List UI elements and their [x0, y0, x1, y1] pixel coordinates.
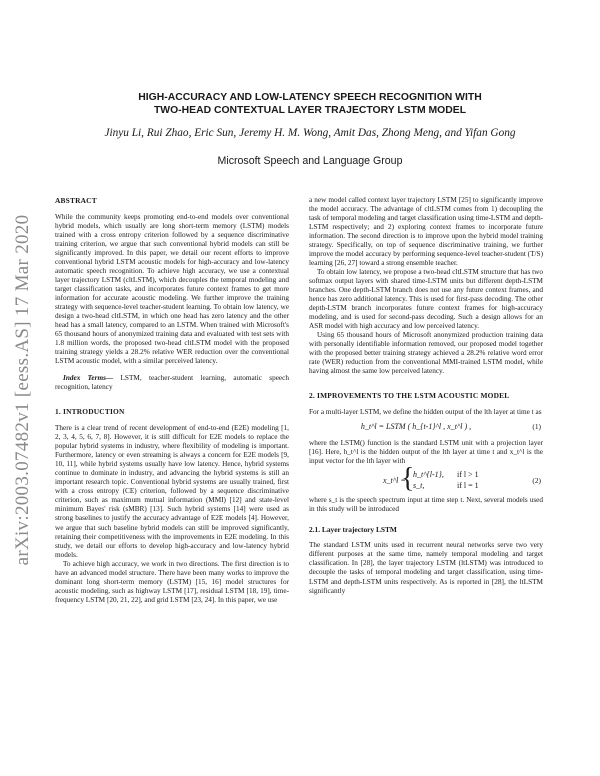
equation-2-case-1: h_t^{l-1}, — [413, 470, 444, 480]
equation-2 — [309, 463, 543, 496]
index-terms-label: Index Terms— — [63, 374, 114, 383]
equation-2-condition-1: if l > 1 — [457, 470, 479, 480]
equation-2-lhs: x_t^l = — [383, 476, 406, 486]
abstract-text: While the community keeps promoting end-to-end models over conventional hybrid models, which usually are long short-term memory (LSTM) models trained with a cross entropy criterion followed by a sequence discriminative training criterion, we argue that such conventional hybrid models can still be significantly improved. In this paper, we detail our recent efforts to improve conventional hybrid LSTM acoustic models for high-accuracy and low-latency automatic speech recognition. To achieve high accuracy, we use a contextual layer trajectory LSTM (cltLSTM), which decouples the temporal modeling and target classification tasks, and incorporates future context frames to get more information for accurate acoustic modeling. We further improve the training strategy with sequence-level teacher-student learning. To obtain low latency, we design a two-head cltLSTM, in which one head has zero latency and the other head has a small latency, compared to an LSTM. When trained with Microsoft's 65 thousand hours of anonymized training data and evaluated with test sets with 1.8 million words, the proposed two-head cltLSTM model with the proposed training strategy yields a 28.2% relative WER reduction over the conventional LSTM acoustic model, with a similar perceived latency. — [55, 213, 289, 366]
section-2-heading: 2. IMPROVEMENTS TO THE LSTM ACOUSTIC MODEL — [309, 391, 510, 401]
affiliation: Microsoft Speech and Language Group — [217, 155, 403, 167]
section-2-after-equation-2: where s_t is the speech spectrum input at time step t. Next, several models used in this study will be introduced — [309, 496, 543, 514]
equation-2-condition-2: if l = 1 — [457, 481, 479, 491]
equation-1 — [309, 417, 543, 439]
section-1-paragraph-2: To achieve high accuracy, we work in two directions. The first direction is to have an advanced model structure. There have been many works to improve the dominant long short-term memory (LSTM) [15, 16] model structures for acoustic modeling, such as highway LSTM [17], residual LSTM [18, 19], time-frequency LSTM [20, 21, 22], and grid LSTM [23, 24]. In this paper, we use — [55, 559, 289, 604]
title-line-2: TWO-HEAD CONTEXTUAL LAYER TRAJECTORY LSTM MODEL — [153, 105, 467, 116]
section-2-1-paragraph: The standard LSTM units used in recurrent neural networks serve two very different purposes at the same time, namely temporal modeling and target classification. In [28], the layer trajectory LSTM (ltLSTM) was introduced to decouple the tasks of temporal modeling and target classification, using time-LSTM and depth-LSTM units respectively. As is reported in [28], the ltLSTM significantly — [309, 541, 543, 595]
section-2-1-heading: 2.1. Layer trajectory LSTM — [309, 525, 397, 535]
section-2-intro: For a multi-layer LSTM, we define the hidden output of the lth layer at time t as — [309, 408, 542, 417]
equation-2-case-2: s_t, — [413, 481, 425, 491]
paper-title — [60, 91, 560, 117]
section-1-heading: 1. INTRODUCTION — [55, 407, 125, 417]
index-terms-text: LSTM, teacher-student learning, automatic speech recognition, latency — [55, 374, 289, 392]
equation-1-body: h_t^l = LSTM ( h_{t-1}^l , x_t^l ) , — [360, 422, 472, 432]
equation-2-conditions — [457, 469, 479, 491]
right-paragraph-3: Using 65 thousand hours of Microsoft anonymized production training data with personally identifiable information removed, our proposed model together with the proposed better training strategy achieved a 28.2% relative word error rate (WER) reduction from the conventional MMI-trained LSTM model, while having almost the same low perceived latency. — [309, 331, 543, 376]
equation-1-number: (1) — [532, 422, 541, 432]
index-terms — [55, 374, 289, 392]
section-2-after-equation-1: where the LSTM() function is the standard LSTM unit with a projection layer [16]. Here, h_t^l is the hidden output of the lth layer at time t and x_t^l is the input vector for the lth layer with — [309, 439, 543, 466]
title-line-1: HIGH-ACCURACY AND LOW-LATENCY SPEECH RECOGNITION WITH — [138, 92, 482, 103]
right-column — [309, 196, 543, 596]
authors: Jinyu Li, Rui Zhao, Eric Sun, Jeremy H. M. Wong, Amit Das, Zhong Meng, and Yifan Gong — [104, 127, 516, 139]
right-paragraph-2: To obtain low latency, we propose a two-head cltLSTM structure that has two softmax output layers with shared time-LSTM units but different depth-LSTM branches. One depth-LSTM branch does not use any future context frames, and hence has zero additional latency. This is used for first-pass decoding. The other depth-LSTM branch incorporates future context frames for high-accuracy modeling, and is used for second-pass decoding. Such a design allows for an ASR model with high accuracy and low perceived latency. — [309, 268, 543, 331]
arxiv-stamp: arXiv:2003.07482v1 [eess.AS] 17 Mar 2020 — [12, 214, 33, 566]
right-paragraph-1: a new model called context layer trajectory LSTM [25] to significantly improve the model accuracy. The advantage of cltLSTM comes from 1) decoupling the task of temporal modeling and target classification using time-LSTM and depth-LSTM respectively; and 2) exploring context frames to incorporate future information. The second direction is to improve upon the hybrid model training strategy. Specifically, on top of sequence discriminative training, we further improve the model accuracy by performing sequence-level teacher-student (T/S) learning [26, 27] toward a strong ensemble teacher. — [309, 196, 543, 268]
equation-2-cases — [413, 469, 444, 491]
left-column — [55, 196, 289, 605]
section-1-paragraph-1: There is a clear trend of recent development of end-to-end (E2E) modeling [1, 2, 3, 4, 5, 6, 7, 8]. However, it is still difficult for E2E models to replace the popular hybrid systems in industry, where flexibility of modeling is important. Furthermore, latency or even streaming is always a concern for E2E models [9, 10, 11], while hybrid systems usually have low latency. Hence, hybrid systems continue to dominate in industry, and advancing the hybrid systems is still an important research topic. Conventional hybrid systems are usually trained, first with a cross entropy (CE) criterion, followed by a sequence discriminative criterion, such as maximum mutual information (MMI) [12] and state-level minimum Bayes' risk (sMBR) [13]. Such hybrid systems [14] were used as strong baselines to justify the accuracy advantage of E2E models [4]. However, we argue that such baseline hybrid models can still be improved significantly, retaining their competitiveness with the improvements in E2E modeling. In this study, we detail our efforts to develop high-accuracy and low-latency hybrid models. — [55, 424, 289, 559]
abstract-heading: ABSTRACT — [55, 196, 97, 205]
equation-2-brace: { — [401, 463, 415, 495]
equation-2-number: (2) — [532, 476, 541, 486]
